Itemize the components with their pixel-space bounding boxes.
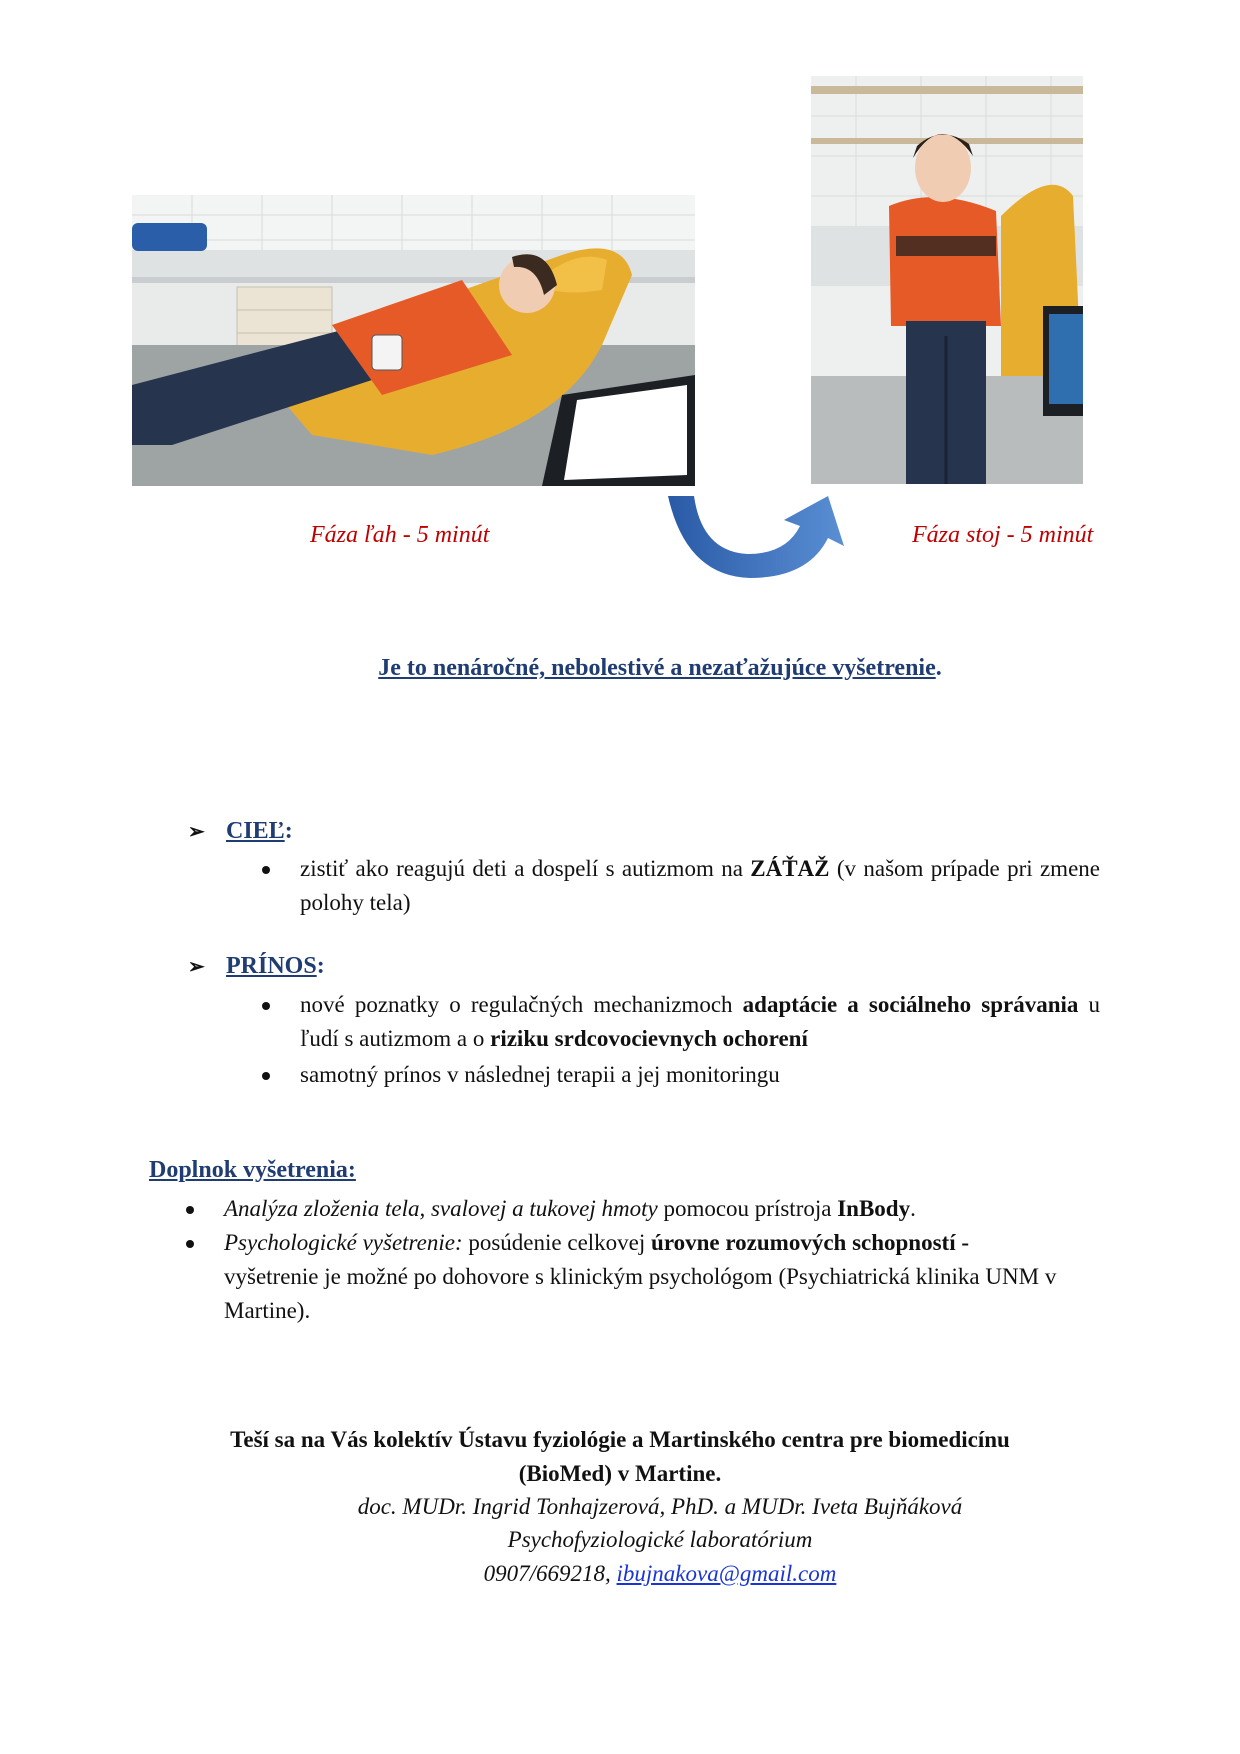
doplnok-end-2: vyšetrenie je možné po dohovore s klinickým psychológom (Psychiatrická klinika UNM v Martine).	[224, 1264, 1057, 1323]
list-item	[184, 1226, 1064, 1328]
doplnok-italic-1: Analýza zloženia tela, svalovej a tukovej hmoty	[224, 1196, 658, 1221]
ciel-heading	[188, 818, 293, 845]
chevron-right-icon: ➢	[188, 956, 205, 978]
ciel-text-1: zistiť ako reagujú deti a dospelí s autizmom na	[300, 856, 751, 881]
prinos-list	[260, 988, 1100, 1092]
footer-line-1: Teší sa na Vás kolektív Ústavu fyziológie a Martinského centra pre biomedicínu	[230, 1427, 1010, 1452]
prinos-bold-2: riziku srdcovocievnych ochorení	[490, 1026, 808, 1051]
bullet-icon	[262, 1002, 270, 1010]
prinos-colon: :	[316, 953, 325, 979]
bullet-icon	[262, 1072, 270, 1080]
caption-standing-phase: Fáza stoj - 5 minút	[912, 522, 1094, 548]
headline	[0, 655, 1240, 682]
curved-arrow-icon	[668, 494, 870, 578]
boy-lying-on-couch-photo	[132, 195, 695, 486]
bullet-icon	[262, 866, 270, 874]
footer-line-2: (BioMed) v Martine.	[518, 1461, 722, 1486]
chevron-right-icon: ➢	[188, 821, 205, 843]
ciel-label: CIEĽ	[226, 818, 285, 844]
doplnok-end-1: .	[910, 1196, 916, 1221]
list-item	[184, 1192, 1064, 1226]
prinos-text-2: u ľudí s autizmom a o	[300, 992, 1100, 1051]
doplnok-heading: Doplnok vyšetrenia:	[149, 1157, 356, 1183]
headline-text: Je to nenáročné, nebolestivé a nezaťažujúce vyšetrenie	[378, 655, 936, 681]
bullet-icon	[186, 1206, 194, 1214]
doplnok-list	[184, 1192, 1064, 1328]
doplnok-text-2: posúdenie celkovej	[462, 1230, 652, 1255]
ciel-bold: ZÁŤAŽ	[750, 856, 830, 881]
ciel-text-2: (v našom prípade pri zmene polohy tela)	[300, 856, 1100, 915]
prinos-heading	[188, 953, 325, 980]
list-item	[260, 988, 1100, 1056]
footer-authors: doc. MUDr. Ingrid Tonhajzerová, PhD. a MUDr. Iveta Bujňáková	[357, 1494, 963, 1519]
headline-period: .	[935, 655, 942, 681]
footer-phone: 0907/669218,	[483, 1561, 617, 1586]
doplnok-text-1: pomocou prístroja	[657, 1196, 838, 1221]
prinos-bold-1: adaptácie a sociálneho správania	[742, 992, 1079, 1017]
doplnok-bold-1: InBody	[837, 1196, 911, 1221]
footer-lab: Psychofyziologické laboratórium	[507, 1527, 813, 1552]
list-item	[260, 852, 1100, 920]
prinos-text-3: samotný prínos v následnej terapii a jej monitoringu	[300, 1062, 780, 1087]
email-link[interactable]: ibujnakova@gmail.com	[616, 1561, 837, 1586]
boy-standing-photo	[811, 76, 1083, 484]
ciel-list	[260, 852, 1100, 920]
caption-lying-phase: Fáza ľah - 5 minút	[310, 522, 490, 548]
list-item	[260, 1058, 1100, 1092]
prinos-text-1: nové poznatky o regulačných mechanizmoch	[300, 992, 743, 1017]
prinos-label: PRÍNOS	[226, 953, 317, 979]
ciel-colon: :	[284, 818, 293, 844]
doplnok-italic-2: Psychologické vyšetrenie:	[224, 1230, 463, 1255]
footer-contact	[40, 1561, 1240, 1587]
doplnok-bold-2: úrovne rozumových schopností -	[651, 1230, 970, 1255]
bullet-icon	[186, 1240, 194, 1248]
